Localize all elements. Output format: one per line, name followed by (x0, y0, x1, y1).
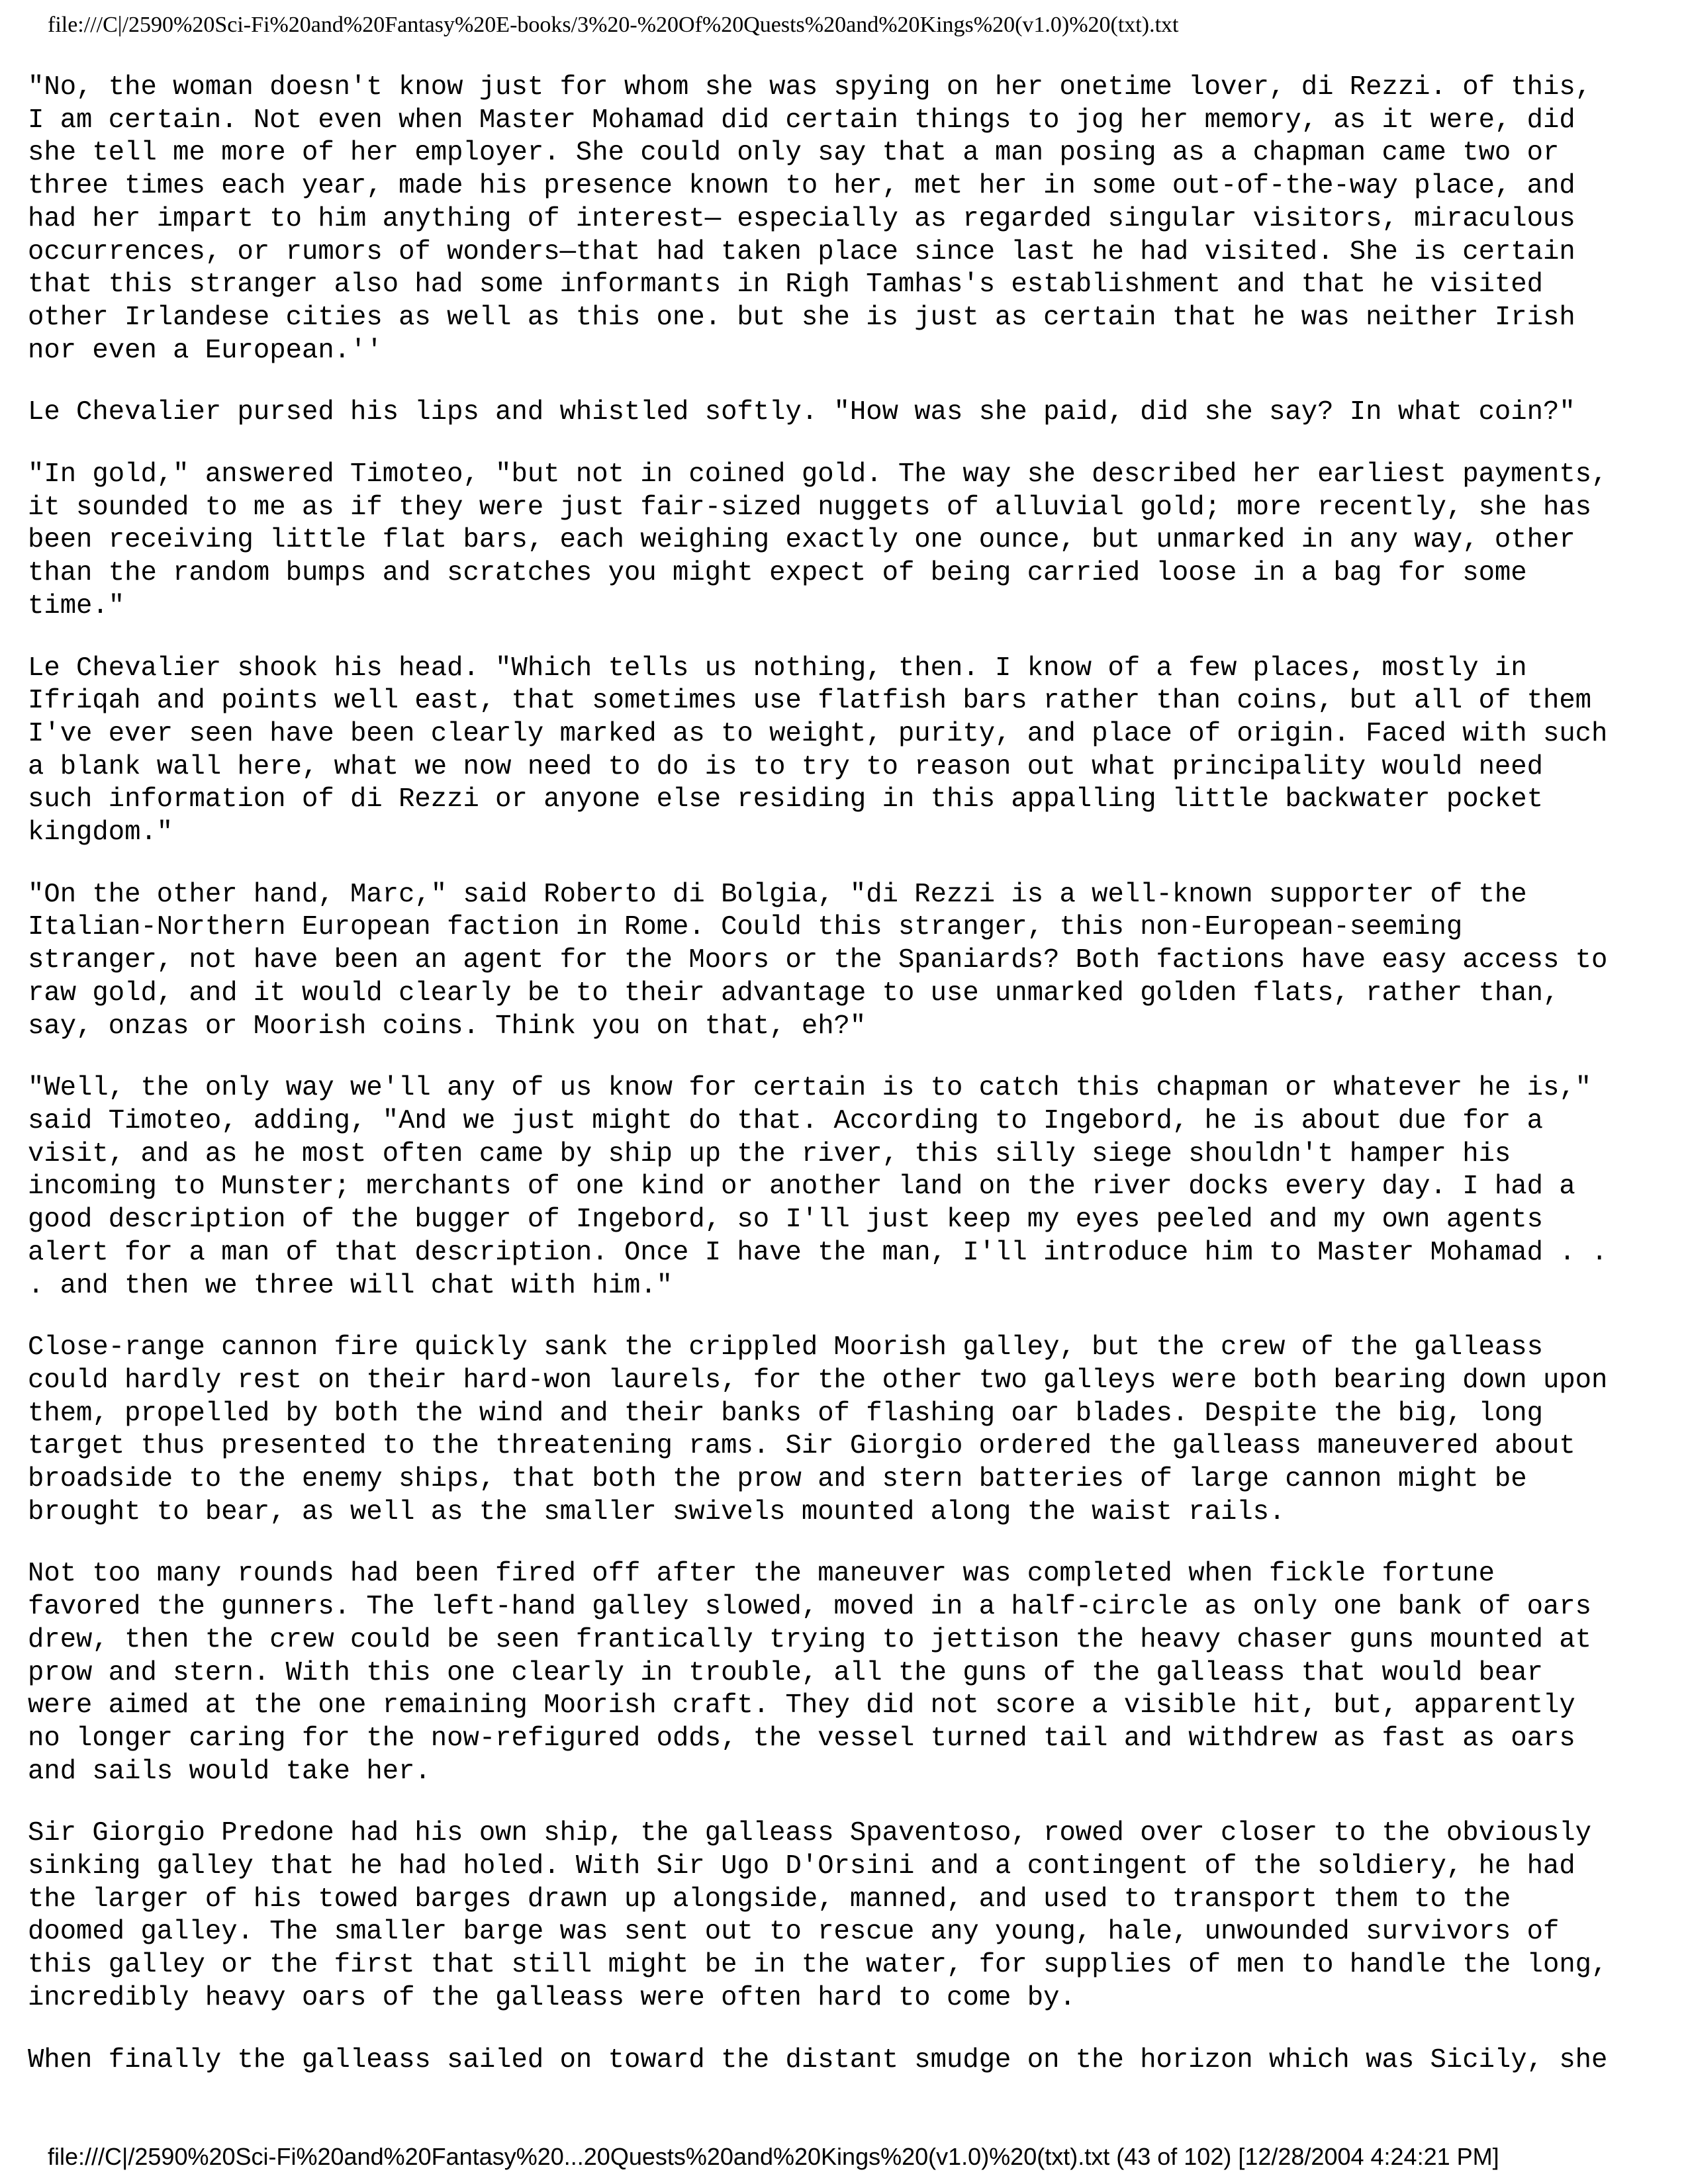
paragraph: "No, the woman doesn't know just for whom she was spying on her onetime lover, di Rezzi. of this, I am certain. Not even when Master Mohamad did certain things to jog her memory, as it were, did she tell me more of her employer. She could only say that a man posing as a chapman came two or three times each year, made his presence known to her, met her in some out-of-the-way place, and had her impart to him anything of interest— especially as regarded singular visitors, miraculous occurrences, or rumors of wonders—that had taken place since last he had visited. She is certain that this stranger also had some informants in Righ Tamhas's establishment and that he visited other Irlandese cities as well as this one. but she is just as certain that he was neither Irish nor even a European.'' (28, 72, 1592, 366)
paragraph: Le Chevalier shook his head. "Which tells us nothing, then. I know of a few places, mostly in Ifriqah and points well east, that sometimes use flatfish bars rather than coins, but all of them I've ever seen have been clearly marked as to weight, purity, and place of origin. Faced with such a blank wall here, what we now need to do is to try to reason out what principality would need such information of di Rezzi or anyone else residing in this appalling little backwater pocket kingdom." (28, 653, 1608, 848)
paragraph: Not too many rounds had been fired off after the maneuver was completed when fickle fortune favored the gunners. The left-hand galley slowed, moved in a half-circle as only one bank of oars drew, then the crew could be seen frantically trying to jettison the heavy chaser guns mounted at prow and stern. With this one clearly in trouble, all the guns of the galleass that would bear were aimed at the one remaining Moorish craft. They did not score a visible hit, but, apparently no longer caring for the now-refigured odds, the vessel turned tail and withdrew as fast as oars and sails would take her. (28, 1559, 1592, 1787)
paragraph: Le Chevalier pursed his lips and whistled softly. "How was she paid, did she say? In what coin?" (28, 397, 1575, 428)
paragraph: "In gold," answered Timoteo, "but not in coined gold. The way she described her earliest payments, it sounded to me as if they were just fair-sized nuggets of alluvial gold; more recently, she has been receiving little flat bars, each weighing exactly one ounce, but unmarked in any way, other than the random bumps and scratches you might expect of being carried loose in a bag for some time." (28, 459, 1608, 621)
paragraph: "Well, the only way we'll any of us know for certain is to catch this chapman or whatever he is," said Timoteo, adding, "And we just might do that. According to Ingebord, he is about due for a visit, and as he most often came by ship up the river, this silly siege shouldn't hamper his incoming to Munster; merchants of one kind or another land on the river docks every day. I had a good description of the bugger of Ingebord, so I'll just keep my eyes peeled and my own agents alert for a man of that description. Once I have the man, I'll introduce him to Master Mohamad . . . and then we three will chat with him." (28, 1073, 1608, 1301)
file-path-header: file:///C|/2590%20Sci-Fi%20and%20Fantasy%20E-books/3%20-%20Of%20Quests%20and%20Kings%20(v1.0)%20(txt).txt (48, 13, 1179, 37)
paragraph: When finally the galleass sailed on toward the distant smudge on the horizon which was Sicily, she (28, 2044, 1608, 2075)
paragraph: "On the other hand, Marc," said Roberto di Bolgia, "di Rezzi is a well-known supporter of the Italian-Northern European faction in Rome. Could this stranger, this non-European-seeming stranger, not have been an agent for the Moors or the Spaniards? Both factions have easy access to raw gold, and it would clearly be to their advantage to use unmarked golden flats, rather than, say, onzas or Moorish coins. Think you on that, eh?" (28, 879, 1608, 1042)
paragraph: Close-range cannon fire quickly sank the crippled Moorish galley, but the crew of the galleass could hardly rest on their hard-won laurels, for the other two galleys were both bearing down upon them, propelled by both the wind and their banks of flashing oar blades. Despite the big, long target thus presented to the threatening rams. Sir Giorgio ordered the galleass maneuvered about broadside to the enemy ships, that both the prow and stern batteries of large cannon might be brought to bear, as well as the smaller swivels mounted along the waist rails. (28, 1332, 1608, 1527)
paragraph: Sir Giorgio Predone had his own ship, the galleass Spaventoso, rowed over closer to the obviously sinking galley that he had holed. With Sir Ugo D'Orsini and a contingent of the soldiery, he had the larger of his towed barges drawn up alongside, manned, and used to transport them to the doomed galley. The smaller barge was sent out to rescue any young, hale, unwounded survivors of this galley or the first that still might be in the water, for supplies of men to handle the long, incredibly heavy oars of the galleass were often hard to come by. (28, 1818, 1608, 2013)
document-body (28, 71, 1663, 2106)
file-path-footer: file:///C|/2590%20Sci-Fi%20and%20Fantasy%20...20Quests%20and%20Kings%20(v1.0)%20(txt).txt (43 of 102) [12/28/2004 4:24:21 PM] (48, 2143, 1499, 2170)
